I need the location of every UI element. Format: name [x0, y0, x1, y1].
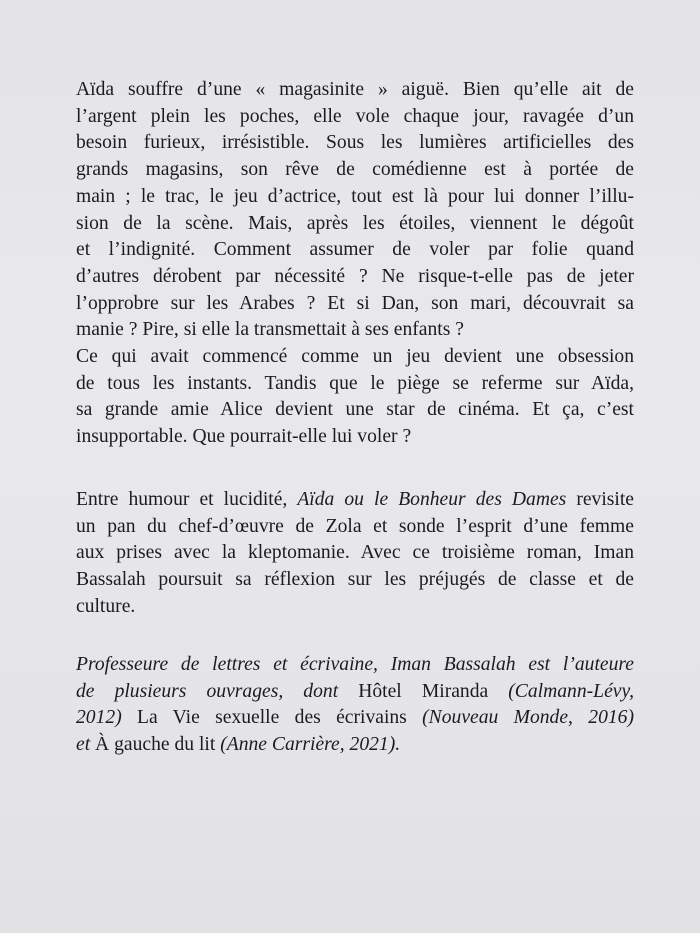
text-line: de tous les instants. Tandis que le piège se referme sur Aïda,: [76, 372, 634, 394]
text-segment: et: [76, 734, 91, 756]
text-line: Aïda souffre d’une « magasinite » aiguë. Bien qu’elle ait de: [76, 79, 634, 100]
work-title: La Vie sexuelle des écrivains: [121, 707, 423, 729]
blurb-paragraph-1: [76, 77, 634, 451]
text-line: [76, 652, 634, 679]
text-line: d’autres dérobent par nécessité ? Ne risque-t-elle pas de jeter: [76, 265, 634, 287]
text-line: [76, 487, 634, 514]
text-line: l’argent plein les poches, elle vole chaque jour, ravagée d’un: [76, 105, 634, 127]
text-line: aux prises avec la kleptomanie. Avec ce troisième roman, Iman: [76, 542, 634, 564]
text-segment: Entre humour et lucidité,: [76, 489, 298, 510]
text-line: insupportable. Que pourrait-elle lui voler ?: [76, 426, 412, 448]
text-segment: (Calmann-Lévy,: [488, 680, 634, 702]
text-line: sion de la scène. Mais, après les étoiles, viennent le dégoût: [76, 212, 634, 234]
text-line: manie ? Pire, si elle la transmettait à ses enfants ?: [76, 319, 464, 341]
text-line: et l’indignité. Comment assumer de voler par folie quand: [76, 239, 634, 261]
text-line: [76, 732, 634, 759]
text-line: l’opprobre sur les Arabes ? Et si Dan, son mari, découvrait sa: [76, 292, 634, 314]
text-segment: Professeure de lettres et écrivaine, Iman Bassalah est l’auteure: [76, 654, 634, 675]
text-line: un pan du chef-d’œuvre de Zola et sonde l’esprit d’une femme: [76, 515, 634, 537]
text-line: Ce qui avait commencé comme un jeu devient une obsession: [76, 346, 634, 368]
text-line: grands magasins, son rêve de comédienne est à portée de: [76, 159, 634, 181]
author-bio: [76, 652, 634, 759]
text-segment: 2012): [76, 707, 122, 729]
text-segment: (Nouveau Monde, 2016): [422, 707, 634, 729]
text-line: [76, 679, 634, 706]
work-title: À gauche du lit: [90, 734, 221, 756]
text-line: sa grande amie Alice devient une star de cinéma. Et ça, c’est: [76, 399, 634, 421]
book-title: Aïda ou le Bonheur des Dames: [297, 489, 567, 510]
text-line: main ; le trac, le jeu d’actrice, tout est là pour lui donner l’illu-: [76, 185, 634, 207]
text-segment: revisite: [566, 489, 635, 510]
work-title: Hôtel Miranda: [358, 680, 489, 702]
text-line: besoin furieux, irrésistible. Sous les lumières artificielles des: [76, 132, 634, 154]
text-line: [76, 705, 634, 732]
text-line: Bassalah poursuit sa réflexion sur les préjugés de classe et de: [76, 569, 634, 591]
text-segment: de plusieurs ouvrages, dont: [76, 680, 359, 702]
text-segment: (Anne Carrière, 2021).: [220, 734, 401, 756]
blurb-paragraph-2: [76, 487, 634, 621]
text-line: culture.: [76, 595, 136, 617]
